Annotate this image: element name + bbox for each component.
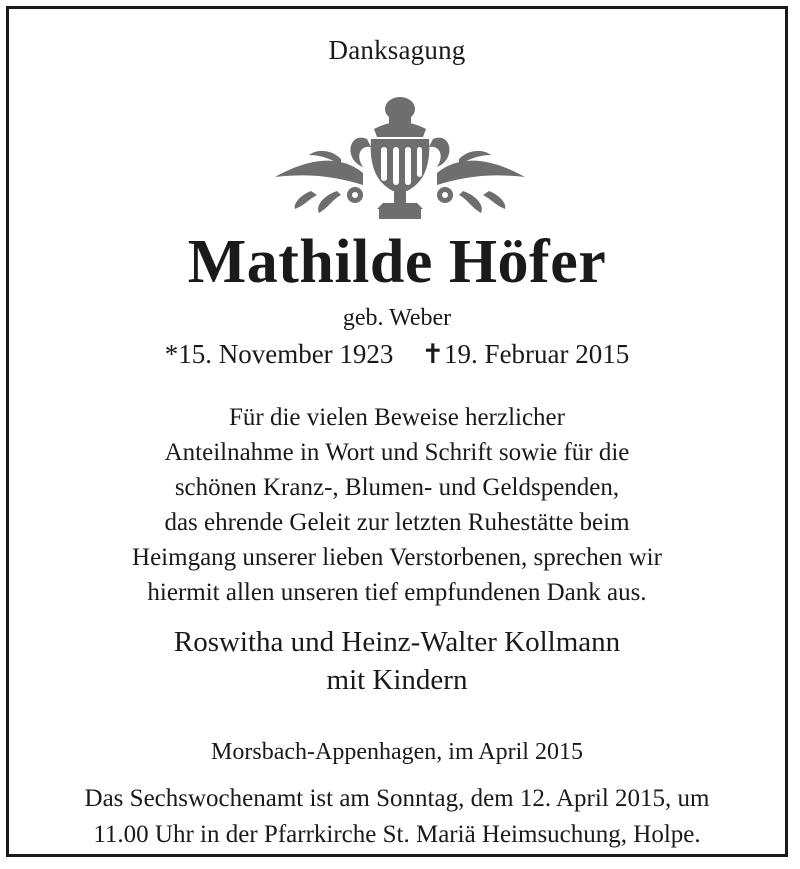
notice-heading: Danksagung bbox=[328, 35, 466, 65]
family-line: Roswitha und Heinz-Walter Kollmann bbox=[173, 626, 621, 658]
notice-border bbox=[6, 6, 788, 857]
birth-date: *15. November 1923 bbox=[164, 339, 394, 369]
message-line: Für die vielen Beweise herzlicher bbox=[229, 404, 565, 431]
service-announcement bbox=[9, 781, 785, 853]
place-and-date: Morsbach-Appenhagen, im April 2015 bbox=[211, 739, 583, 765]
message-line: Heimgang unserer lieben Verstorbenen, sprechen wir bbox=[132, 544, 662, 571]
message-line: Anteilnahme in Wort und Schrift sowie für die bbox=[164, 439, 630, 466]
service-line: 11.00 Uhr in der Pfarrkirche St. Mariä Heimsuchung, Holpe. bbox=[93, 821, 701, 848]
maiden-name: geb. Weber bbox=[342, 305, 452, 331]
life-dates bbox=[9, 339, 785, 370]
urn-with-leaves-icon bbox=[271, 95, 529, 225]
message-line: hiermit allen unseren tief empfundenen Dank aus. bbox=[147, 579, 647, 606]
thank-you-message bbox=[9, 400, 785, 610]
message-line: schönen Kranz-, Blumen- und Geldspenden, bbox=[174, 474, 620, 501]
notice-content bbox=[9, 9, 785, 854]
family-signature bbox=[9, 623, 785, 699]
service-line: Das Sechswochenamt ist am Sonntag, dem 12. April 2015, um bbox=[84, 785, 710, 812]
family-line: mit Kindern bbox=[326, 664, 468, 696]
message-line: das ehrende Geleit zur letzten Ruhestätte beim bbox=[164, 509, 630, 536]
deceased-name: Mathilde Höfer bbox=[187, 228, 607, 296]
death-date: ✝19. Februar 2015 bbox=[421, 339, 630, 369]
